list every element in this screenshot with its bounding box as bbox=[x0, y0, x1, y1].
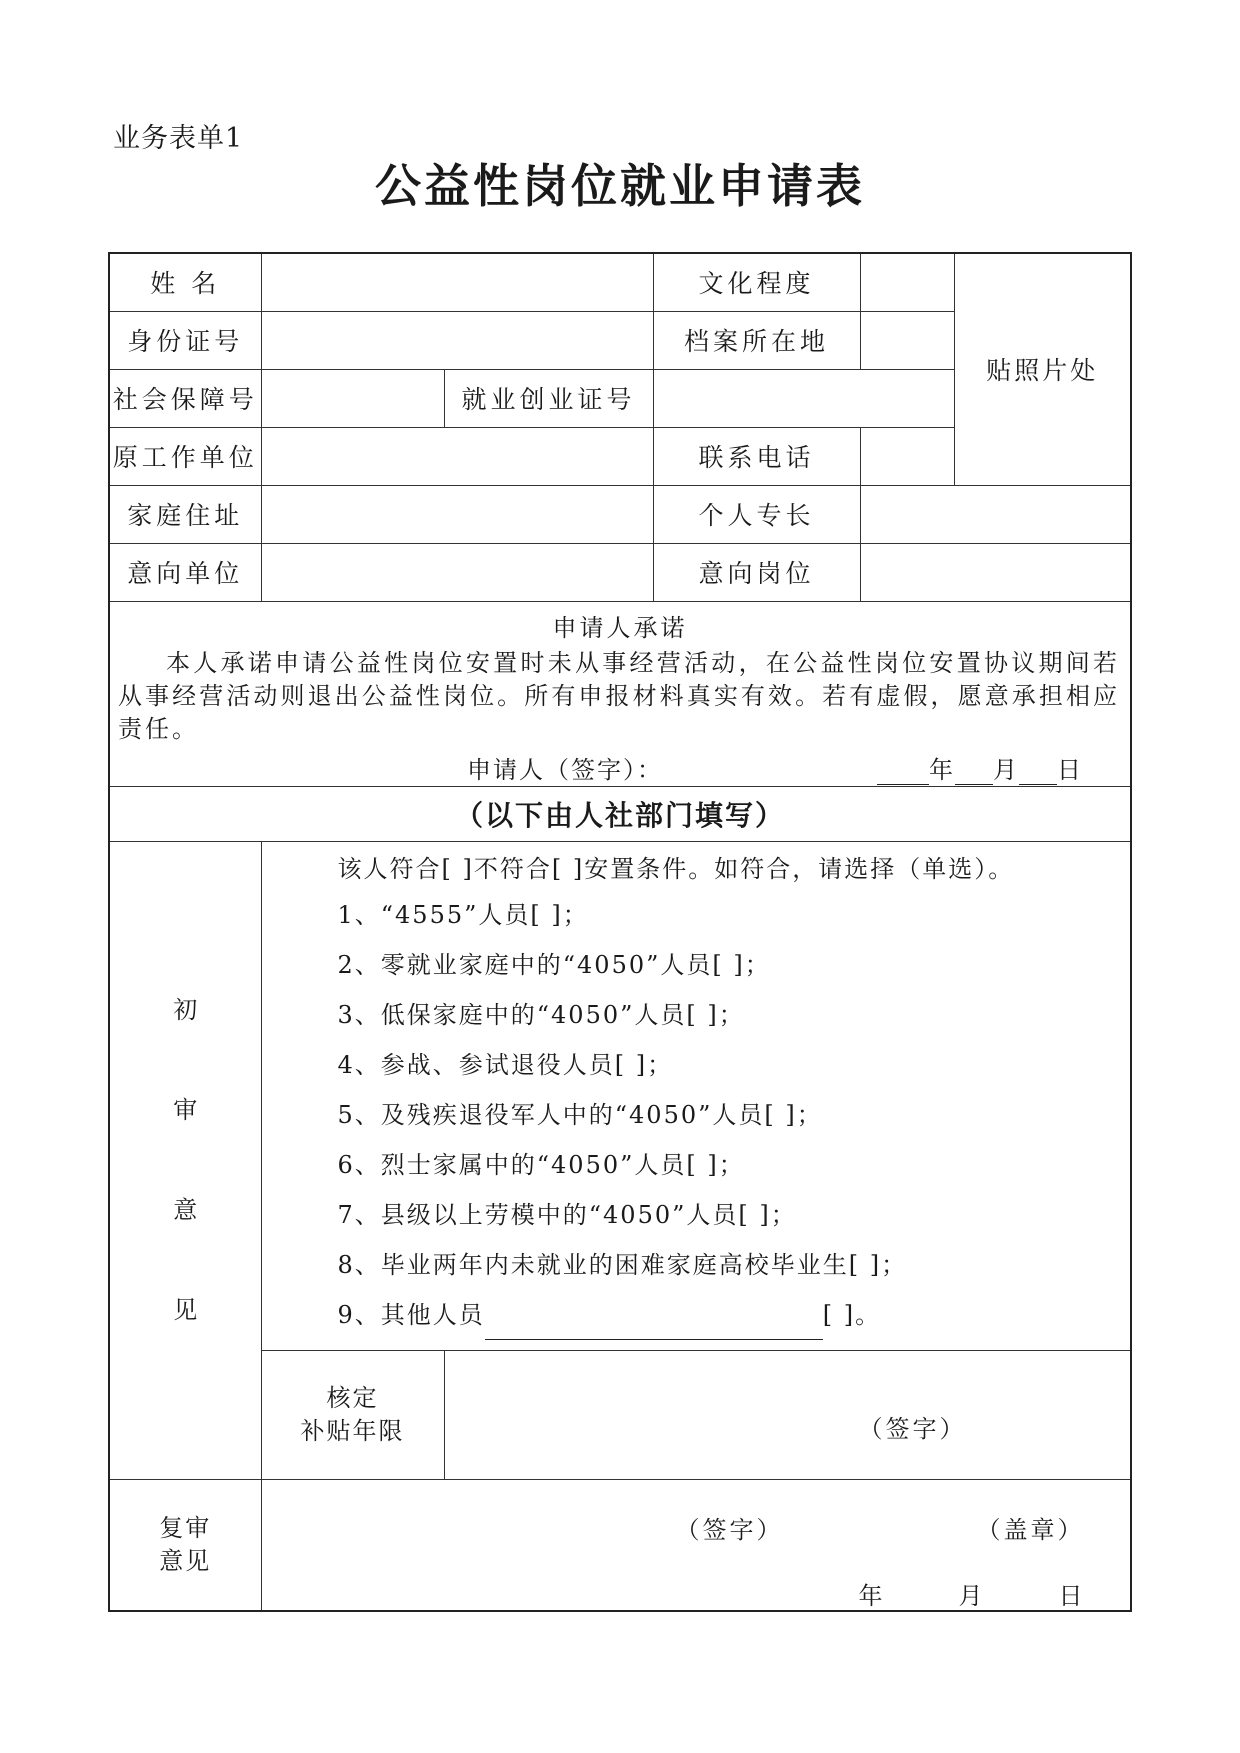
final-review-month: 月 bbox=[958, 1581, 986, 1610]
final-review-day: 日 bbox=[1058, 1581, 1086, 1610]
social-security-label: 社会保障号 bbox=[109, 369, 261, 427]
pledge-section bbox=[109, 601, 1131, 786]
employment-card-field[interactable] bbox=[653, 369, 954, 427]
home-address-label: 家庭住址 bbox=[109, 485, 261, 543]
option-3[interactable]: 3、低保家庭中的“4050”人员[ ]； bbox=[337, 1000, 745, 1029]
subsidy-years-label bbox=[261, 1350, 444, 1479]
pledge-signature-line bbox=[110, 746, 1130, 786]
desired-position-field[interactable] bbox=[860, 543, 1131, 601]
page-title: 公益性岗位就业申请表 bbox=[375, 159, 865, 213]
subsidy-label-line-1: 核定 bbox=[326, 1383, 379, 1412]
initial-review-signature: （签字） bbox=[858, 1414, 967, 1443]
archive-location-label: 档案所在地 bbox=[653, 311, 860, 369]
option-1[interactable]: 1、“4555”人员[ ]； bbox=[337, 900, 589, 929]
final-review-label-line-1: 复审 bbox=[159, 1513, 212, 1542]
pledge-date bbox=[877, 750, 1083, 785]
subsidy-years-field[interactable] bbox=[444, 1350, 1131, 1479]
home-address-field[interactable] bbox=[261, 485, 653, 543]
name-field[interactable] bbox=[261, 253, 653, 311]
application-table bbox=[108, 252, 1132, 1612]
option-8[interactable]: 8、毕业两年内未就业的困难家庭高校毕业生[ ]； bbox=[337, 1250, 908, 1279]
day-label: 日 bbox=[1057, 755, 1083, 784]
option-9-label: 9、其他人员 bbox=[337, 1300, 485, 1329]
specialty-label: 个人专长 bbox=[653, 485, 860, 543]
education-field[interactable] bbox=[860, 253, 954, 311]
year-label: 年 bbox=[929, 755, 955, 784]
option-7[interactable]: 7、县级以上劳模中的“4050”人员[ ]； bbox=[337, 1200, 797, 1229]
month-blank[interactable] bbox=[955, 784, 993, 785]
final-review-signature: （签字） bbox=[675, 1515, 784, 1544]
photo-area[interactable]: 贴照片处 bbox=[954, 253, 1131, 485]
form-number: 业务表单1 bbox=[113, 123, 244, 154]
desired-employer-field[interactable] bbox=[261, 543, 653, 601]
desired-position-label: 意向岗位 bbox=[653, 543, 860, 601]
option-9-bracket: [ ]。 bbox=[822, 1300, 882, 1329]
initial-review-char-1: 初 bbox=[173, 996, 198, 1024]
final-review-seal: （盖章） bbox=[976, 1515, 1085, 1544]
specialty-field[interactable] bbox=[860, 485, 1131, 543]
subsidy-label-line-2: 补贴年限 bbox=[300, 1416, 405, 1445]
phone-field[interactable] bbox=[860, 427, 954, 485]
initial-review-char-3: 意 bbox=[173, 1196, 198, 1224]
final-review-label bbox=[109, 1479, 261, 1611]
option-9[interactable] bbox=[262, 1290, 1131, 1340]
initial-review-char-4: 见 bbox=[173, 1296, 198, 1324]
pledge-title: 申请人承诺 bbox=[552, 613, 688, 642]
initial-review-options bbox=[261, 841, 1131, 1350]
education-label: 文化程度 bbox=[653, 253, 860, 311]
option-2[interactable]: 2、零就业家庭中的“4050”人员[ ]； bbox=[337, 950, 771, 979]
option-4[interactable]: 4、参战、参试退役人员[ ]； bbox=[337, 1050, 674, 1079]
department-section-heading: （以下由人社部门填写） bbox=[109, 786, 1131, 841]
final-review-year: 年 bbox=[858, 1581, 886, 1610]
initial-review-label bbox=[109, 841, 261, 1479]
option-5[interactable]: 5、及残疾退役军人中的“4050”人员[ ]； bbox=[337, 1100, 823, 1129]
employment-card-label: 就业创业证号 bbox=[444, 369, 653, 427]
applicant-signature-label: 申请人（签字）： bbox=[467, 755, 663, 784]
id-number-field[interactable] bbox=[261, 311, 653, 369]
month-label: 月 bbox=[993, 755, 1019, 784]
final-review-field[interactable] bbox=[261, 1479, 1131, 1611]
option-9-blank[interactable] bbox=[485, 1311, 823, 1340]
final-review-label-line-2: 意见 bbox=[159, 1546, 212, 1575]
former-employer-label: 原工作单位 bbox=[109, 427, 261, 485]
initial-review-char-2: 审 bbox=[173, 1096, 198, 1124]
option-6[interactable]: 6、烈士家属中的“4050”人员[ ]； bbox=[337, 1150, 745, 1179]
desired-employer-label: 意向单位 bbox=[109, 543, 261, 601]
pledge-text: 本人承诺申请公益性岗位安置时未从事经营活动，在公益性岗位安置协议期间若从事经营活动则退出公益性岗位。所有申报材料真实有效。若有虚假，愿意承担相应责任。 bbox=[118, 648, 1121, 743]
former-employer-field[interactable] bbox=[261, 427, 653, 485]
eligibility-line[interactable]: 该人符合[ ]不符合[ ]安置条件。如符合，请选择（单选）。 bbox=[337, 854, 1015, 883]
year-blank[interactable] bbox=[877, 784, 929, 785]
phone-label: 联系电话 bbox=[653, 427, 860, 485]
archive-location-field[interactable] bbox=[860, 311, 954, 369]
day-blank[interactable] bbox=[1019, 784, 1057, 785]
social-security-field[interactable] bbox=[261, 369, 444, 427]
id-number-label: 身份证号 bbox=[109, 311, 261, 369]
name-label: 姓 名 bbox=[109, 253, 261, 311]
